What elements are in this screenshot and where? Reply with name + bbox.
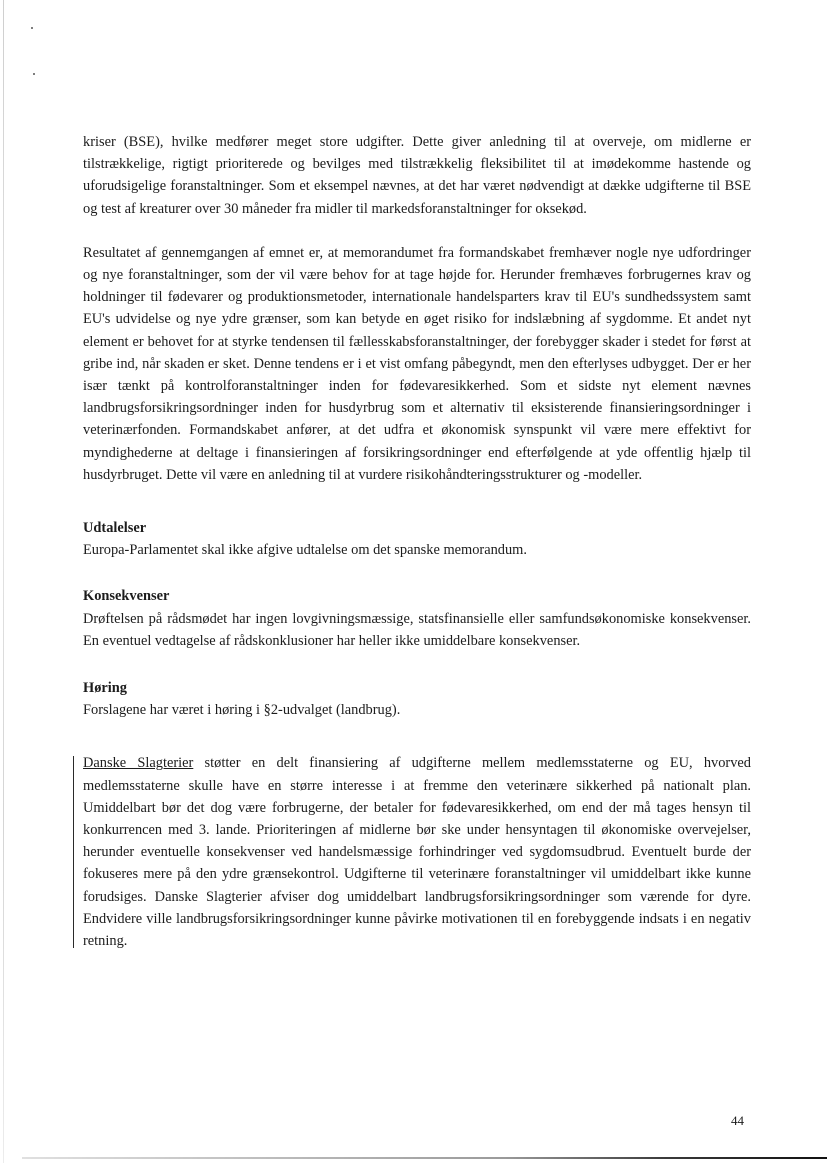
change-bar — [73, 756, 74, 948]
body-udtalelser: Europa-Parlamentet skal ikke afgive udtalelse om det spanske memorandum. — [83, 542, 527, 559]
page-content — [83, 131, 751, 952]
paragraph-results: Resultatet af gennemgangen af emnet er, at memorandumet fra formandskabet fremhæver nogle nye udfordringer og nye foranstaltninger, som der vil være behov for at tage højde for. Herunder fremhæves forbrugernes krav og holdninger til fødevarer og produktionsmetoder, internationale handelsparters krav til EU's sundhedssystem samt EU's udvidelse og nye ydre grænser, som kan betyde en øget risiko for indslæbning af sygdomme. Et andet nyt element er behovet for at styrke tendensen til fællesskabsforanstaltninger, der forebygger skader i stedet for først at gribe ind, når skaden er sket. Denne tendens er i et vist omfang påbegyndt, men den efterlyses udbygget. Der er her især tænkt på kontrolforanstaltninger inden for fødevaresikkerhed. Som et sidste nyt element nævnes landbrugsforsikringsordninger inden for husdyrbrug som et alternativ til eksisterende finansieringsordninger i veterinærfonden. Formandskabet anfører, at det udfra et økonomisk synspunkt vil være mere effektivt for myndighederne at deltage i finansieringen af forsikringsordninger end efterfølgende at yde offentlig hjælp til husdyrbruget. Dette vil være en anledning til at vurdere risikohåndteringsstrukturer og -modeller. — [83, 244, 751, 483]
heading-konsekvenser: Konsekvenser — [83, 588, 170, 605]
body-horing: Forslagene har været i høring i §2-udvalget (landbrug). — [83, 702, 401, 719]
scan-speck — [31, 27, 33, 29]
paragraph-danske-slagterier-text: støtter en delt finansiering af udgifterne mellem medlemsstaterne og EU, hvorved medlemsstaterne skulle have en større interesse i at fremme den veterinære sikkerhed på nationalt plan. Umiddelbart bør det dog være forbrugerne, der betaler for fødevaresikkerhed, om end der må tages hensyn til konkurrencen med 3. lande. Prioriteringen af midlerne bør ske under hensyntagen til økonomiske overvejelser, herunder eventuelle konsekvenser ved handelsmæssige forhindringer ved sygdomsudbrud. Eventuelt burde der fokuseres mere på den ydre grænsekontrol. Udgifterne til veterinære foranstaltninger vil umiddelbart ikke kunne forudsiges. Danske Slagterier afviser dog umiddelbart landbrugsforsikringsordninger som værende for dyre. Endvidere ville landbrugsforsikringsordninger kunne påvirke motivationen til en forebyggende indsats i en negativ retning. — [83, 755, 751, 950]
body-konsekvenser: Drøftelsen på rådsmødet har ingen lovgivningsmæssige, statsfinansielle eller samfundsøkonomiske konsekvenser. En eventuel vedtagelse af rådskonklusioner har heller ikke umiddelbare konsekvenser. — [83, 610, 751, 649]
scan-footer-line — [22, 1157, 827, 1159]
heading-horing: Høring — [83, 680, 127, 697]
marked-paragraph — [83, 752, 751, 952]
heading-udtalelser: Udtalelser — [83, 520, 147, 537]
paragraph-danske-slagterier — [83, 752, 751, 952]
page-number: 44 — [731, 1113, 744, 1128]
scan-speck — [33, 73, 35, 75]
paragraph-bse-costs: kriser (BSE), hvilke medfører meget store udgifter. Dette giver anledning til at overveje, om midlerne er tilstrækkelige, rigtigt prioriterede og bevilges med tilstrækkelig fleksibilitet til at imødekomme hastende og uforudsigelige foranstaltninger. Som et eksempel nævnes, at det har været nødvendigt at dække udgifterne til BSE og test af kreaturer over 30 måneder fra midler til markedsforanstaltninger for oksekød. — [83, 134, 751, 217]
organisation-name: Danske Slagterier — [83, 755, 194, 772]
scan-edge — [3, 0, 4, 1163]
